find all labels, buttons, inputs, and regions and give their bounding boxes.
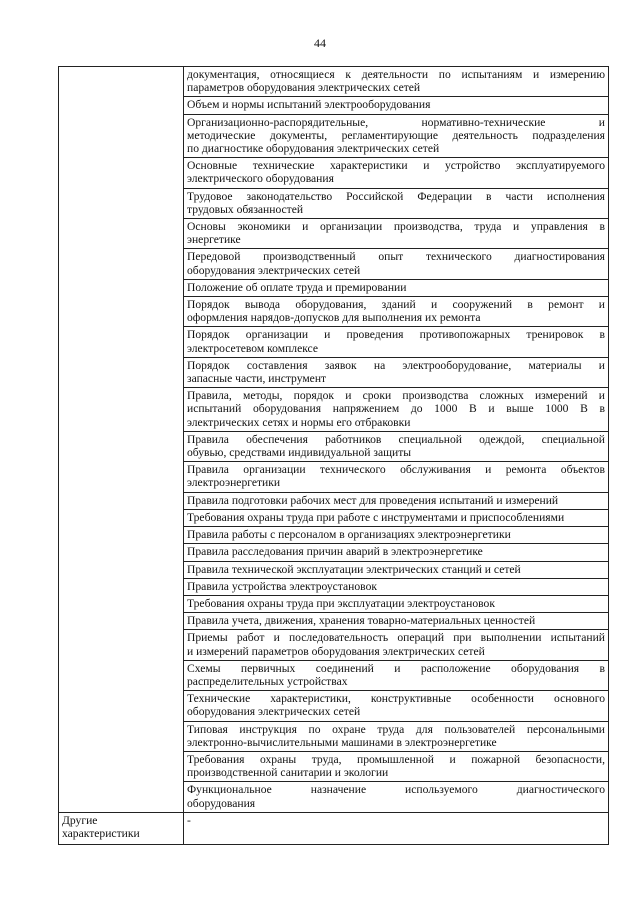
requirement-line: производственной санитарии и экологии [187,766,389,780]
requirement-line: энергетике [187,233,241,247]
requirement-line: по диагностике оборудования электрических сетей [187,142,440,156]
requirement-line: электрических сетях и нормы его отбраковки [187,415,411,429]
requirement-cell [184,158,609,188]
requirement-line: оформления нарядов-допусков для выполнения их ремонта [187,311,481,325]
requirement-cell [184,462,609,492]
requirement-cell [184,561,609,578]
requirement-cell [184,578,609,595]
requirement-cell [184,660,609,690]
requirement-line: электронно-вычислительными машинами в электроэнергетике [187,735,497,749]
requirement-cell [184,357,609,387]
requirement-cell [184,97,609,114]
other-characteristics-label-line-2: характеристики [62,826,140,840]
requirement-line: и измерений параметров оборудования электрических сетей [187,644,485,658]
requirement-line: Правила работы с персоналом в организациях электроэнергетики [187,528,511,542]
requirement-line: Положение об оплате труда и премировании [187,280,407,294]
requirement-line: Организационно-распорядительные, нормативно-технические и [187,115,605,129]
requirement-line: Функциональное назначение используемого диагностического [187,783,605,797]
requirement-cell [184,527,609,544]
requirement-line: электросетевом комплексе [187,341,318,355]
requirement-line: Трудовое законодательство Российской Федерации в части исполнения [187,189,605,203]
table-row [59,67,609,97]
requirement-cell [184,297,609,327]
requirement-line: Правила технической эксплуатации электрических станций и сетей [187,562,521,576]
requirement-line: документация, относящиеся к деятельности по испытаниям и измерению [187,68,605,81]
requirement-line: Объем и нормы испытаний электрооборудования [187,98,431,112]
page-number: 44 [314,36,326,50]
requirement-cell [184,67,609,97]
requirement-line: оборудования электрических сетей [187,705,361,719]
requirement-line: обувью, средствами индивидуальной защиты [187,446,412,460]
requirement-line: трудовых обязанностей [187,202,304,216]
requirement-line: Требования охраны труда при эксплуатации электроустановок [187,596,495,610]
requirement-line: Основные технические характеристики и устройство эксплуатируемого [187,159,605,173]
requirement-cell [184,782,609,812]
requirement-line: Порядок вывода оборудования, зданий и сооружений в ремонт и [187,298,605,312]
other-characteristics-label [59,812,184,844]
requirement-cell [184,279,609,296]
requirement-cell [184,114,609,158]
requirement-line: электроэнергетики [187,476,281,490]
requirement-cell [184,751,609,781]
requirement-line: Правила, методы, порядок и сроки производства сложных измерений и [187,389,605,403]
requirement-cell [184,544,609,561]
requirement-line: оборудования электрических сетей [187,263,361,277]
requirement-line: Порядок составления заявок на электрооборудование, материалы и [187,358,605,372]
requirement-cell [184,249,609,279]
requirement-line: Правила учета, движения, хранения товарно-материальных ценностей [187,614,536,628]
requirement-cell [184,613,609,630]
requirement-line: оборудования [187,796,256,810]
requirement-line: Приемы работ и последовательность операций при выполнении испытаний [187,631,605,645]
requirement-cell [184,327,609,357]
requirement-cell [184,492,609,509]
requirement-line: электрического оборудования [187,172,334,186]
requirement-line: Типовая инструкция по охране труда для пользователей персональными [187,722,605,736]
requirement-line: Правила устройства электроустановок [187,579,378,593]
requirement-cell [184,388,609,432]
knowledge-label-cell [59,67,184,813]
requirements-table [58,66,609,845]
requirement-line: Требования охраны труда, промышленной и пожарной безопасности, [187,752,605,766]
requirement-cell [184,188,609,218]
requirement-line: распределительных устройствах [187,674,348,688]
requirement-line: Схемы первичных соединений и расположение оборудования в [187,661,605,675]
requirement-line: испытаний оборудования напряжением до 1000 В и выше 1000 В в [187,402,605,416]
requirement-line: Правила расследования причин аварий в электроэнергетике [187,545,483,559]
requirement-line: запасные части, инструмент [187,372,327,386]
requirement-line: Правила организации технического обслуживания и ремонта объектов [187,463,605,477]
requirement-line: методические документы, регламентирующие деятельность подразделения [187,128,605,142]
other-characteristics-section [59,812,609,844]
requirement-line: Правила подготовки рабочих мест для проведения испытаний и измерений [187,493,559,507]
requirement-line: Порядок организации и проведения противопожарных тренировок в [187,328,605,342]
requirement-line: Технические характеристики, конструктивные особенности основного [187,692,605,706]
requirements-table-body [59,67,609,813]
other-characteristics-value: - [184,812,609,844]
other-characteristics-row [59,812,609,844]
requirement-line: Основы экономики и организации производства, труда и управления в [187,220,605,234]
requirement-cell [184,431,609,461]
requirement-cell [184,509,609,526]
requirement-line: параметров оборудования электрических сетей [187,81,421,95]
requirement-cell [184,691,609,721]
other-characteristics-label-line-1: Другие [62,813,98,827]
requirement-line: Правила обеспечения работников специальной одеждой, специальной [187,432,605,446]
requirement-cell [184,219,609,249]
requirement-cell [184,630,609,660]
requirement-line: Требования охраны труда при работе с инструментами и приспособлениями [187,510,565,524]
requirement-cell [184,721,609,751]
requirement-cell [184,595,609,612]
requirement-line: Передовой производственный опыт технического диагностирования [187,250,605,264]
